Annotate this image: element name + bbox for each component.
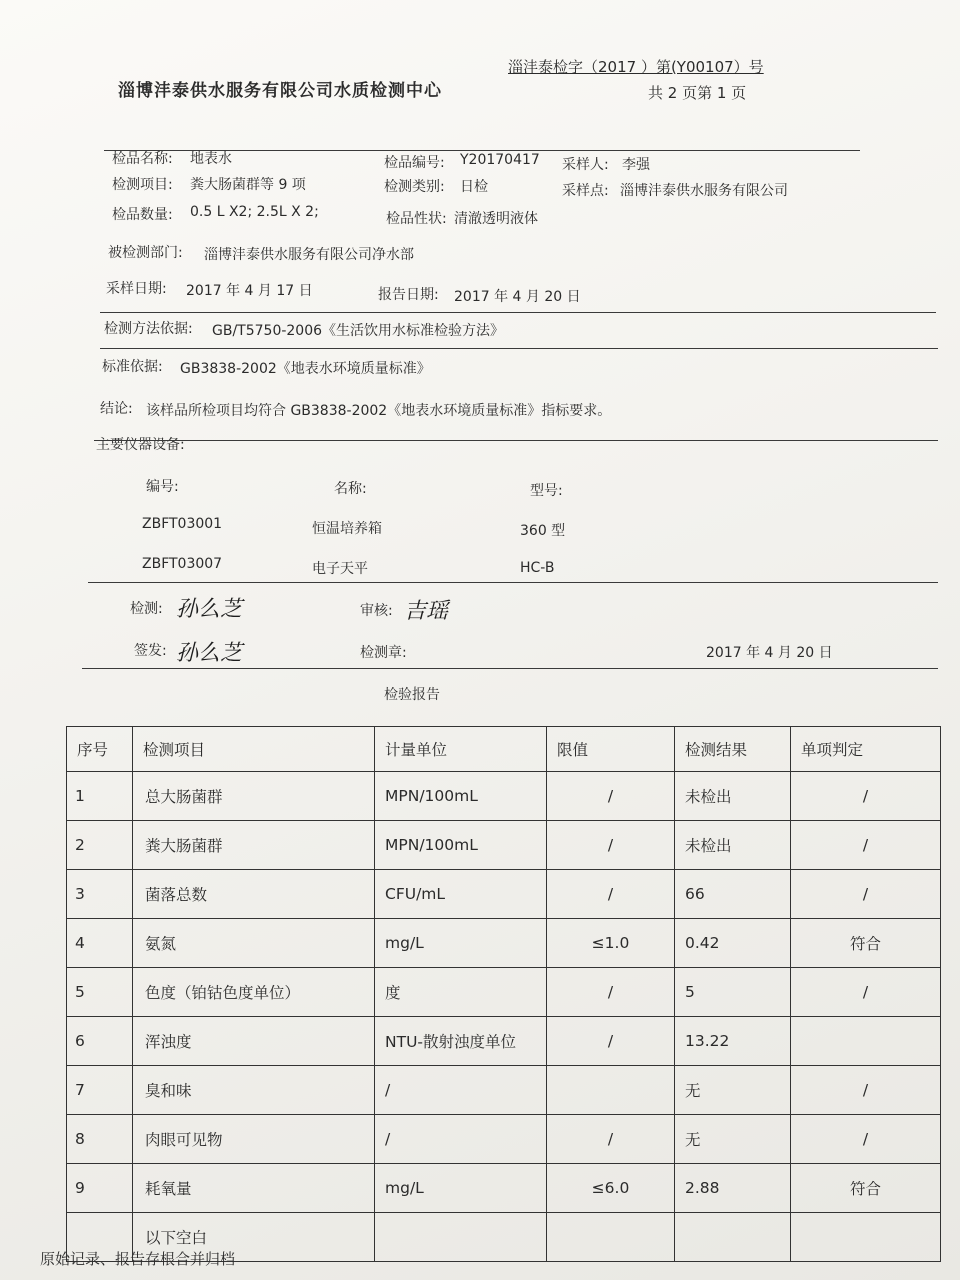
cell-result: 66 xyxy=(675,870,791,919)
equipment-col-model: 型号: xyxy=(530,483,563,499)
org-title: 淄博沣泰供水服务有限公司水质检测中心 xyxy=(118,81,442,101)
cell-judge: / xyxy=(791,1115,941,1164)
equipment-row-1-name: 恒温培养箱 xyxy=(312,521,382,537)
equipment-row-2-no: ZBFT03007 xyxy=(142,556,223,572)
cell-unit: / xyxy=(375,1066,547,1115)
col-header-limit: 限值 xyxy=(547,727,675,772)
cell-limit: ≤1.0 xyxy=(547,919,675,968)
table-row xyxy=(67,1017,941,1066)
quantity: 0.5 L X2; 2.5L X 2; xyxy=(190,204,319,220)
cell-limit: / xyxy=(547,870,675,919)
table-row xyxy=(67,870,941,919)
tester-label: 检测: xyxy=(130,601,163,617)
col-header-unit: 计量单位 xyxy=(375,727,547,772)
conclusion: 该样品所检项目均符合 GB3838-2002《地表水环境质量标准》指标要求。 xyxy=(146,403,612,419)
cell-limit: / xyxy=(547,1115,675,1164)
report-title: 检验报告 xyxy=(384,687,440,703)
standard: GB3838-2002《地表水环境质量标准》 xyxy=(180,361,431,377)
property-label: 检品性状: xyxy=(386,211,447,227)
cell-judge: / xyxy=(791,1066,941,1115)
table-row xyxy=(67,1115,941,1164)
cell-unit: MPN/100mL xyxy=(375,821,547,870)
cell-limit: / xyxy=(547,1017,675,1066)
cell-result: 0.42 xyxy=(675,919,791,968)
table-row xyxy=(67,968,941,1017)
cell-item: 氨氮 xyxy=(133,919,375,968)
cell-judge: 符合 xyxy=(791,1164,941,1213)
table-row xyxy=(67,919,941,968)
cell-limit: / xyxy=(547,968,675,1017)
tested-dept-label: 被检测部门: xyxy=(108,245,183,261)
cell-result: 未检出 xyxy=(675,772,791,821)
cell-result xyxy=(675,1213,791,1262)
cell-item: 浑浊度 xyxy=(133,1017,375,1066)
stamp-label: 检测章: xyxy=(360,645,407,661)
sampler: 李强 xyxy=(622,157,650,173)
cell-result: 无 xyxy=(675,1066,791,1115)
cell-result: 2.88 xyxy=(675,1164,791,1213)
cell-seq: 1 xyxy=(67,772,133,821)
sign-date: 2017 年 4 月 20 日 xyxy=(706,645,833,661)
cell-result: 13.22 xyxy=(675,1017,791,1066)
cell-seq: 9 xyxy=(67,1164,133,1213)
cell-seq: 4 xyxy=(67,919,133,968)
cell-unit: NTU-散射浊度单位 xyxy=(375,1017,547,1066)
rule-3 xyxy=(94,440,938,441)
report-date: 2017 年 4 月 20 日 xyxy=(454,289,581,305)
cell-seq: 3 xyxy=(67,870,133,919)
method-label: 检测方法依据: xyxy=(104,321,193,337)
table-row xyxy=(67,1066,941,1115)
rule-4 xyxy=(88,582,938,583)
cell-judge: / xyxy=(791,968,941,1017)
cell-judge: / xyxy=(791,821,941,870)
test-items: 粪大肠菌群等 9 项 xyxy=(190,177,306,193)
cell-unit: / xyxy=(375,1115,547,1164)
rule-2 xyxy=(100,348,938,349)
issuer-label: 签发: xyxy=(134,643,167,659)
tested-dept: 淄博沣泰供水服务有限公司净水部 xyxy=(204,247,414,263)
cell-unit xyxy=(375,1213,547,1262)
test-type-label: 检测类别: xyxy=(384,179,445,195)
table-row xyxy=(67,821,941,870)
cell-seq: 8 xyxy=(67,1115,133,1164)
equipment-row-2-model: HC-B xyxy=(520,560,555,576)
col-header-seq: 序号 xyxy=(67,727,133,772)
sample-no-label: 检品编号: xyxy=(384,155,445,171)
conclusion-label: 结论: xyxy=(100,401,133,417)
cell-limit: ≤6.0 xyxy=(547,1164,675,1213)
cell-result: 5 xyxy=(675,968,791,1017)
reviewer-label: 审核: xyxy=(360,603,393,619)
method: GB/T5750-2006《生活饮用水标准检验方法》 xyxy=(212,323,505,339)
cell-unit: CFU/mL xyxy=(375,870,547,919)
cell-item: 耗氧量 xyxy=(133,1164,375,1213)
equipment-row-2-name: 电子天平 xyxy=(312,561,368,577)
sample-no: Y20170417 xyxy=(460,152,540,168)
equipment-col-no: 编号: xyxy=(146,479,179,495)
cell-item: 粪大肠菌群 xyxy=(133,821,375,870)
cell-item: 色度（铂钴色度单位） xyxy=(133,968,375,1017)
cell-seq: 2 xyxy=(67,821,133,870)
equipment-section-label: 主要仪器设备: xyxy=(96,437,185,453)
col-header-item: 检测项目 xyxy=(133,727,375,772)
col-header-judge: 单项判定 xyxy=(791,727,941,772)
report-date-label: 报告日期: xyxy=(378,287,439,303)
sampling-site-label: 采样点: xyxy=(562,183,609,199)
sampling-date-label: 采样日期: xyxy=(106,281,167,297)
cell-result: 无 xyxy=(675,1115,791,1164)
equipment-row-1-model: 360 型 xyxy=(520,523,566,539)
cell-unit: mg/L xyxy=(375,919,547,968)
document-number: 淄沣泰检字（2017 ）第(Y00107）号 xyxy=(508,58,764,76)
cell-limit: / xyxy=(547,772,675,821)
cell-item: 总大肠菌群 xyxy=(133,772,375,821)
cell-seq: 5 xyxy=(67,968,133,1017)
table-row xyxy=(67,772,941,821)
cell-unit: MPN/100mL xyxy=(375,772,547,821)
tester-signature: 孙么芝 xyxy=(176,597,243,622)
col-header-result: 检测结果 xyxy=(675,727,791,772)
cell-result: 未检出 xyxy=(675,821,791,870)
cell-item: 肉眼可见物 xyxy=(133,1115,375,1164)
rule-5 xyxy=(82,668,938,669)
cell-seq: 6 xyxy=(67,1017,133,1066)
cell-item: 臭和味 xyxy=(133,1066,375,1115)
test-type: 日检 xyxy=(460,179,488,195)
page-info: 共 2 页第 1 页 xyxy=(648,84,747,102)
equipment-row-1-no: ZBFT03001 xyxy=(142,516,223,532)
cell-unit: 度 xyxy=(375,968,547,1017)
sampling-date: 2017 年 4 月 17 日 xyxy=(186,283,313,299)
table-row xyxy=(67,1164,941,1213)
sampling-site: 淄博沣泰供水服务有限公司 xyxy=(620,183,788,199)
cell-limit xyxy=(547,1066,675,1115)
test-items-label: 检测项目: xyxy=(112,177,173,193)
results-table-wrap xyxy=(66,726,940,1262)
cell-limit: / xyxy=(547,821,675,870)
cell-seq: 7 xyxy=(67,1066,133,1115)
footer-note: 原始记录、报告存根合并归档 xyxy=(40,1250,236,1268)
cell-limit xyxy=(547,1213,675,1262)
sample-name-label: 检品名称: xyxy=(112,151,173,167)
results-table xyxy=(66,726,941,1262)
cell-item: 菌落总数 xyxy=(133,870,375,919)
blank-note: 以下空白 xyxy=(133,1213,375,1262)
cell-judge xyxy=(791,1017,941,1066)
sample-name: 地表水 xyxy=(190,151,232,167)
cell-judge: 符合 xyxy=(791,919,941,968)
reviewer-signature: 吉瑶 xyxy=(404,599,449,624)
cell-unit: mg/L xyxy=(375,1164,547,1213)
cell-judge: / xyxy=(791,772,941,821)
property: 清澈透明液体 xyxy=(454,211,538,227)
sampler-label: 采样人: xyxy=(562,157,609,173)
rule-1 xyxy=(100,312,936,313)
quantity-label: 检品数量: xyxy=(112,207,173,223)
standard-label: 标准依据: xyxy=(102,359,163,375)
equipment-col-name: 名称: xyxy=(334,481,367,497)
table-header-row xyxy=(67,727,941,772)
issuer-signature: 孙么芝 xyxy=(176,641,243,666)
cell-judge xyxy=(791,1213,941,1262)
cell-judge: / xyxy=(791,870,941,919)
